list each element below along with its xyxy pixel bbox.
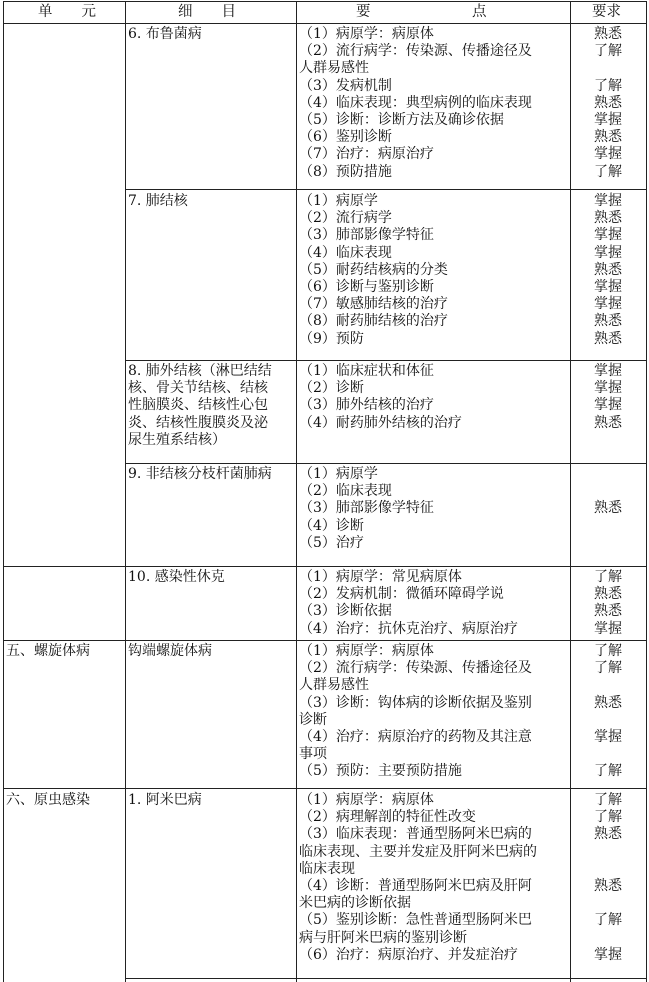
requirement-label: 熟悉 — [594, 313, 622, 330]
col-border-left — [3, 1, 4, 982]
requirement-label: 掌握 — [594, 380, 622, 397]
requirement-label: 掌握 — [594, 620, 622, 637]
requirement-label: 了解 — [594, 569, 622, 585]
requirement-label: 熟悉 — [594, 26, 622, 42]
point-line: （4）诊断 — [299, 517, 364, 534]
requirement-label: 熟悉 — [594, 694, 622, 711]
point-line: （3）肺部影像学特征 — [299, 227, 434, 244]
item-cell: 1. 阿米巴病 — [128, 792, 202, 808]
item-cell: 6. 布鲁菌病 — [128, 26, 202, 42]
requirement-label: 掌握 — [594, 193, 622, 209]
header-bottom-border — [3, 23, 646, 24]
requirement-label: 了解 — [594, 763, 622, 780]
point-line: （2）流行病学 — [299, 210, 392, 227]
row-sep-4 — [3, 566, 646, 567]
requirement-label: 熟悉 — [594, 500, 622, 517]
point-line: （1）病原学 — [299, 193, 378, 209]
point-line: （3）诊断：钩体病的诊断依据及鉴别 — [299, 694, 532, 711]
header-item: 细 目 — [178, 4, 236, 20]
requirement-label: 掌握 — [594, 146, 622, 163]
point-line: （1）病原学：病原体 — [299, 26, 434, 42]
point-line: （2）临床表现 — [299, 483, 392, 500]
row-sep-3 — [125, 463, 646, 464]
row-sep-1 — [125, 189, 646, 190]
requirement-label: 了解 — [594, 792, 622, 808]
requirement-label: 掌握 — [594, 279, 622, 295]
requirement-label: 掌握 — [594, 946, 622, 963]
requirement-label: 熟悉 — [594, 586, 622, 603]
point-line: （7）治疗：病原治疗 — [299, 146, 434, 163]
col-border-right — [646, 1, 647, 982]
requirement-label: 了解 — [594, 77, 622, 94]
requirement-label: 掌握 — [594, 112, 622, 128]
point-line: （5）预防：主要预防措施 — [299, 763, 462, 780]
point-line: （1）病原学 — [299, 466, 378, 482]
col-border-3 — [570, 1, 571, 982]
point-line: （1）病原学：常见病原体 — [299, 569, 462, 585]
point-line: 人群易感性 — [299, 60, 369, 77]
point-line: （7）敏感肺结核的治疗 — [299, 296, 448, 313]
requirement-label: 了解 — [594, 163, 622, 180]
point-line: 诊断 — [299, 711, 327, 728]
point-line: （1）病原学：病原体 — [299, 792, 434, 808]
point-line: （6）鉴别诊断 — [299, 129, 392, 146]
requirement-label: 了解 — [594, 912, 622, 929]
col-border-2 — [296, 1, 297, 982]
point-line: （8）预防措施 — [299, 163, 392, 180]
point-line: （2）诊断 — [299, 380, 364, 397]
col-border-1 — [125, 1, 126, 982]
point-line: （9）预防 — [299, 330, 364, 347]
point-line: （1）临床症状和体征 — [299, 363, 434, 379]
point-line: （5）鉴别诊断：急性普通型肠阿米巴 — [299, 912, 532, 929]
row-sep-6 — [3, 788, 646, 789]
requirement-label: 掌握 — [594, 227, 622, 244]
point-line: （2）发病机制：微循环障碍学说 — [299, 586, 504, 603]
point-line: （2）流行病学：传染源、传播途径及 — [299, 660, 532, 677]
point-line: （3）肺外结核的治疗 — [299, 397, 434, 414]
point-line: （4）治疗：抗休克治疗、病原治疗 — [299, 620, 518, 637]
item-cell: 7. 肺结核 — [128, 193, 188, 209]
requirement-label: 了解 — [594, 809, 622, 826]
table-bottom-border — [125, 978, 646, 979]
requirement-label: 掌握 — [594, 363, 622, 379]
point-line: （3）诊断依据 — [299, 603, 392, 620]
requirement-label: 熟悉 — [594, 603, 622, 620]
point-line: （4）治疗：病原治疗的药物及其注意 — [299, 729, 532, 745]
point-line: （5）耐药结核病的分类 — [299, 261, 448, 278]
point-line: （5）诊断：诊断方法及确诊依据 — [299, 112, 504, 128]
point-line: （8）耐药肺结核的治疗 — [299, 313, 448, 330]
point-line: （1）病原学：病原体 — [299, 643, 434, 659]
requirement-label: 熟悉 — [594, 261, 622, 278]
header-points: 要 点 — [356, 4, 487, 20]
item-cell: 8. 肺外结核（淋巴结结 核、骨关节结核、结核 性脑膜炎、结核性心包 炎、结核性腹膜炎及泌 尿生殖系结核） — [128, 363, 272, 448]
requirement-label: 熟悉 — [594, 878, 622, 894]
point-line: （3）临床表现：普通型肠阿米巴病的 — [299, 826, 532, 843]
header-unit: 单 元 — [38, 4, 96, 20]
requirement-label: 掌握 — [594, 296, 622, 313]
point-line: （5）治疗 — [299, 534, 364, 551]
requirement-label: 了解 — [594, 643, 622, 659]
requirement-label: 了解 — [594, 660, 622, 677]
requirement-label: 熟悉 — [594, 330, 622, 347]
unit-cell: 五、螺旋体病 — [6, 643, 90, 659]
point-line: 临床表现、主要并发症及肝阿米巴病的 — [299, 843, 537, 860]
requirement-label: 掌握 — [594, 244, 622, 261]
point-line: 病与肝阿米巴病的鉴别诊断 — [299, 929, 467, 946]
point-line: （6）诊断与鉴别诊断 — [299, 279, 434, 295]
requirement-label: 熟悉 — [594, 414, 622, 431]
point-line: 人群易感性 — [299, 677, 369, 694]
point-line: 米巴病的诊断依据 — [299, 895, 411, 912]
point-line: （2）流行病学：传染源、传播途径及 — [299, 43, 532, 60]
item-cell: 钩端螺旋体病 — [128, 643, 212, 659]
requirement-label: 熟悉 — [594, 129, 622, 146]
point-line: （2）病理解剖的特征性改变 — [299, 809, 476, 826]
row-sep-2 — [125, 360, 646, 361]
point-line: （4）临床表现 — [299, 244, 392, 261]
requirement-label: 熟悉 — [594, 210, 622, 227]
requirement-label: 熟悉 — [594, 826, 622, 843]
row-sep-5 — [3, 640, 646, 641]
header-requirement: 要求 — [592, 4, 621, 20]
point-line: （4）耐药肺外结核的治疗 — [299, 414, 462, 431]
item-cell: 9. 非结核分枝杆菌肺病 — [128, 466, 272, 482]
point-line: 临床表现 — [299, 860, 355, 877]
point-line: 事项 — [299, 746, 327, 763]
point-line: （3）肺部影像学特征 — [299, 500, 434, 517]
requirement-label: 熟悉 — [594, 94, 622, 111]
requirement-label: 掌握 — [594, 729, 622, 745]
point-line: （6）治疗：病原治疗、并发症治疗 — [299, 946, 518, 963]
point-line: （4）临床表现：典型病例的临床表现 — [299, 94, 532, 111]
item-cell: 10. 感染性休克 — [128, 569, 225, 585]
point-line: （4）诊断：普通型肠阿米巴病及肝阿 — [299, 878, 532, 894]
unit-cell: 六、原虫感染 — [6, 792, 90, 808]
point-line: （3）发病机制 — [299, 77, 392, 94]
requirement-label: 了解 — [594, 43, 622, 60]
requirement-label: 掌握 — [594, 397, 622, 414]
